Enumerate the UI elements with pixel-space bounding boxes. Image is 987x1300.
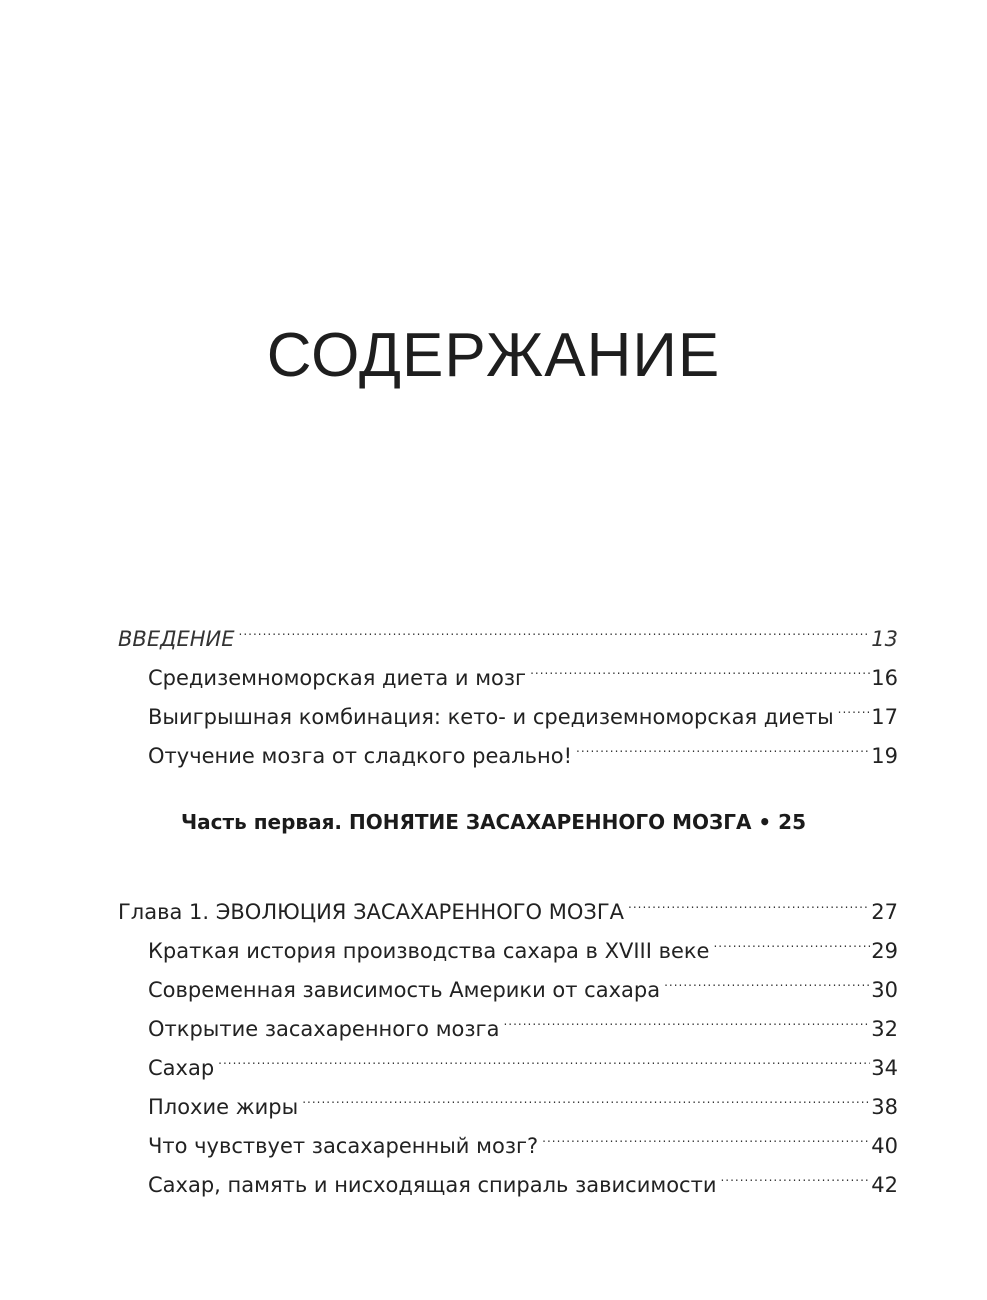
toc-entry-title: Выигрышная комбинация: кето- и средиземноморская диеты [148,705,834,729]
toc-entry-page: 16 [871,666,898,690]
toc-entry[interactable] [118,1075,898,1119]
toc-entry[interactable] [118,1036,898,1080]
toc-entry-page: 42 [871,1173,898,1197]
toc-entry-page: 17 [871,705,898,729]
toc-entry-page: 40 [871,1134,898,1158]
toc-entry-title: Сахар, память и нисходящая спираль зависимости [148,1173,717,1197]
toc-entry-page: 13 [871,627,898,651]
toc-entry-page: 32 [871,1017,898,1041]
dot-leader [628,880,870,919]
toc-entry-title: Плохие жиры [148,1095,299,1119]
toc-entry-page: 38 [871,1095,898,1119]
dot-leader [542,1114,870,1153]
toc-entry-title: Сахар [148,1056,215,1080]
dot-leader [239,607,871,646]
chapter-section [118,880,898,1197]
dot-leader [576,724,870,763]
dot-leader [720,1153,870,1192]
dot-leader [713,919,870,958]
toc-entry-title: Что чувствует засахаренный мозг? [148,1134,539,1158]
toc-entry-page: 29 [871,939,898,963]
dot-leader [503,997,870,1036]
toc-entry-title: Отучение мозга от сладкого реально! [148,744,573,768]
toc-entry-title: Краткая история производства сахара в XVIII веке [148,939,710,963]
toc-entry-chapter-1[interactable] [118,880,898,924]
toc-entry-page: 34 [871,1056,898,1080]
intro-section [118,607,898,768]
toc-entry-title: Современная зависимость Америки от сахара [148,978,661,1002]
toc-entry-page: 27 [871,900,898,924]
dot-leader [664,958,870,997]
toc-entry-introduction[interactable] [118,607,898,651]
toc-entry-title: Глава 1. ЭВОЛЮЦИЯ ЗАСАХАРЕННОГО МОЗГА [118,900,625,924]
part-heading[interactable]: Часть первая. ПОНЯТИЕ ЗАСАХАРЕННОГО МОЗГА • 25 [181,810,806,834]
toc-entry-title: Средиземноморская диета и мозг [148,666,527,690]
dot-leader [530,646,870,685]
toc-entry-title: Открытие засахаренного мозга [148,1017,500,1041]
dot-leader [302,1075,870,1114]
toc-entry-page: 19 [871,744,898,768]
toc-entry-page: 30 [871,978,898,1002]
dot-leader [218,1036,870,1075]
toc-entry-title: ВВЕДЕНИЕ [118,627,235,651]
page-title: СОДЕРЖАНИЕ [266,321,721,390]
dot-leader [838,685,871,724]
toc-entry[interactable] [118,646,898,690]
